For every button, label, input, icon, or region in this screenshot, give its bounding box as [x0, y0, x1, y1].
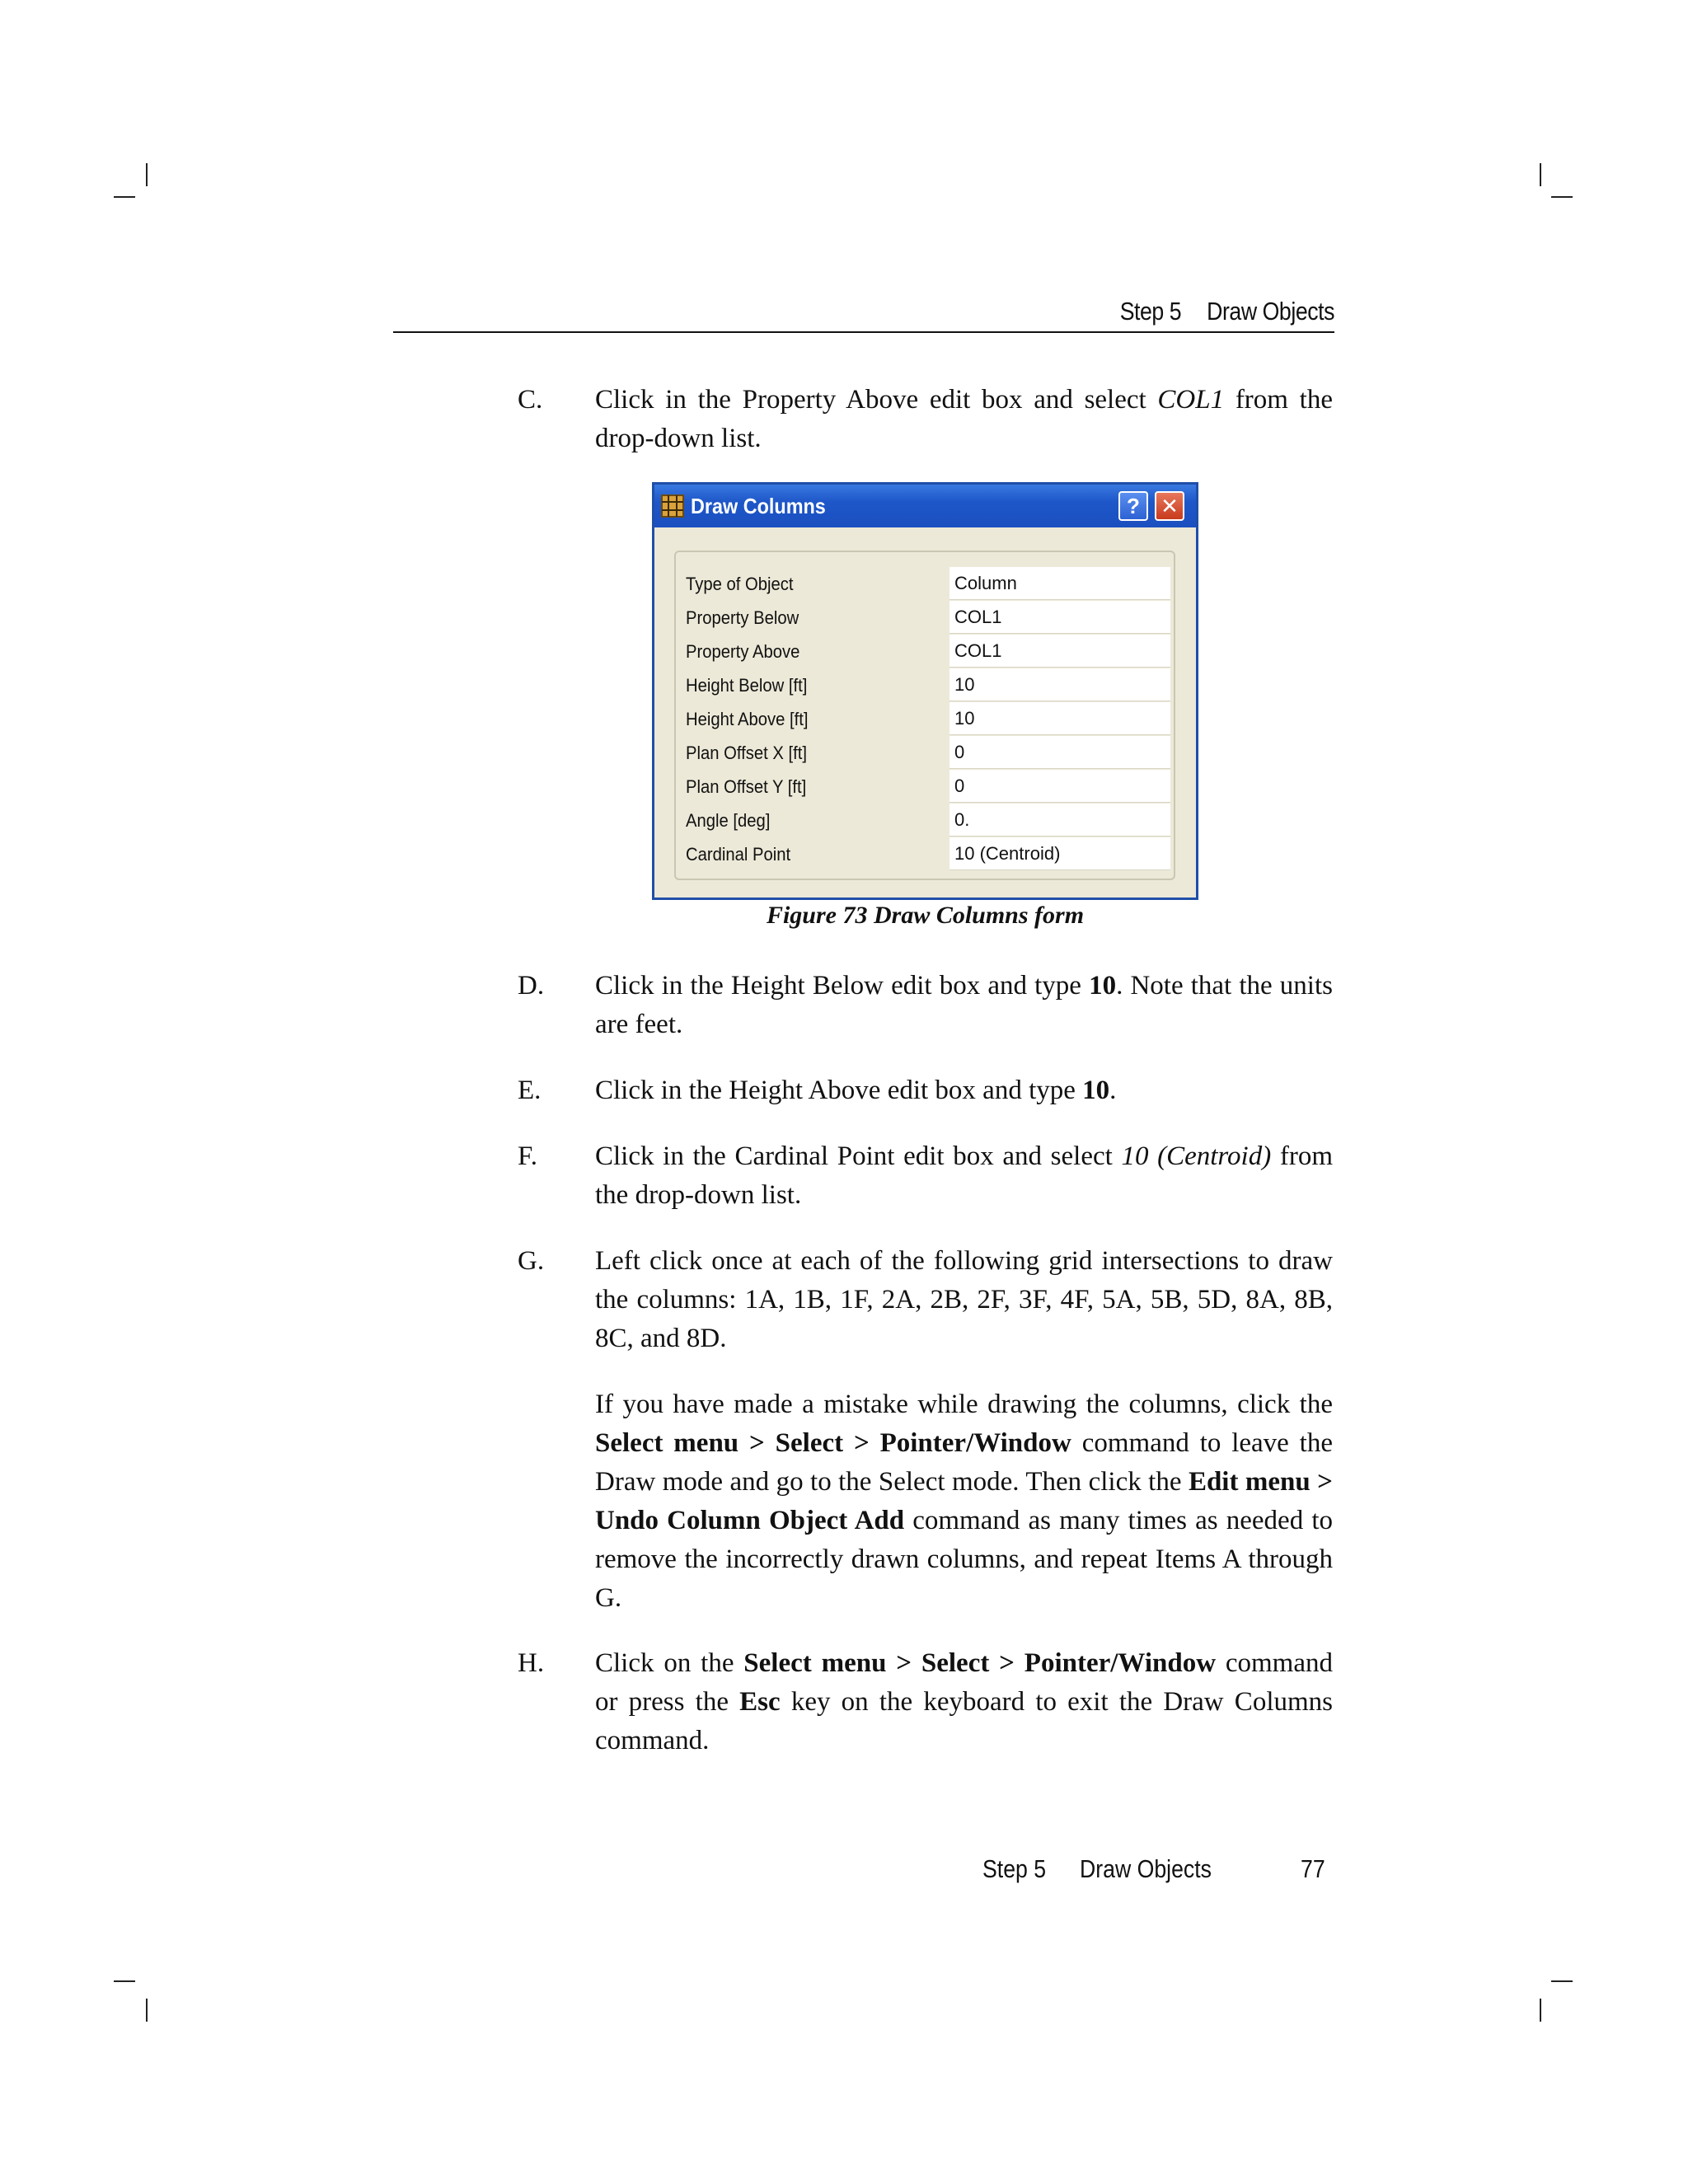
step-c	[518, 381, 1333, 458]
crop-mark	[1540, 1999, 1541, 2022]
footer-step: Step 5	[982, 1854, 1047, 1883]
figure-caption: Figure 73 Draw Columns form	[766, 902, 1085, 929]
footer-title: Draw Objects	[1080, 1854, 1212, 1883]
crop-mark	[146, 163, 148, 186]
row-plan-offset-y	[686, 770, 1164, 804]
step-text: Click in the Height Above edit box and type 10.	[595, 1076, 1117, 1105]
step-e	[518, 1071, 1333, 1110]
crop-mark	[114, 1980, 135, 1982]
row-height-below	[686, 668, 1164, 703]
plan-offset-y-field[interactable]: 0	[950, 770, 1170, 803]
header-title: Draw Objects	[1207, 297, 1334, 326]
row-label: Type of Object	[686, 574, 794, 594]
height-below-field[interactable]: 10	[950, 668, 1170, 701]
step-letter: H.	[518, 1648, 545, 1678]
mistake-note	[521, 1385, 1333, 1618]
step-letter: C.	[518, 385, 543, 415]
step-h	[518, 1644, 1333, 1760]
cardinal-point-field[interactable]: 10 (Centroid)	[950, 837, 1170, 870]
row-label: Property Below	[686, 607, 799, 628]
dialog-titlebar	[654, 485, 1196, 527]
header-step: Step 5	[1119, 297, 1182, 326]
step-g	[518, 1242, 1333, 1358]
row-label: Height Below [ft]	[686, 675, 808, 696]
running-footer	[907, 1854, 1335, 1887]
step-letter: F.	[518, 1141, 537, 1171]
row-label: Plan Offset X [ft]	[686, 743, 807, 763]
step-text: Click in the Height Below edit box and type 10. Note that the units are feet.	[595, 971, 1333, 1039]
row-plan-offset-x	[686, 736, 1164, 771]
crop-mark	[1551, 1980, 1573, 1982]
row-height-above	[686, 702, 1164, 737]
row-label: Plan Offset Y [ft]	[686, 776, 807, 797]
help-button[interactable]: ?	[1118, 491, 1148, 521]
step-text: Click in the Property Above edit box and select COL1 from the drop-down list.	[595, 385, 1333, 453]
note-text: If you have made a mistake while drawing the columns, click the Select menu > Select > Pointer/Window command to leave the Draw mode and go to the Select mode. Then click the Edit menu > Undo Column Object Add command as many times as needed to remove the incorrectly drawn columns, and repeat Items A through G.	[595, 1390, 1333, 1613]
step-d	[518, 967, 1333, 1044]
plan-offset-x-field[interactable]: 0	[950, 736, 1170, 769]
row-angle	[686, 804, 1164, 838]
crop-mark	[1540, 163, 1541, 186]
step-text: Left click once at each of the following grid intersections to draw the columns: 1A, 1B, 1F, 2A, 2B, 2F, 3F, 4F, 5A, 5B, 5D, 8A, 8B, 8C, and 8D.	[595, 1246, 1333, 1353]
step-letter: D.	[518, 971, 545, 1001]
step-letter: G.	[518, 1246, 545, 1276]
step-text: Click in the Cardinal Point edit box and select 10 (Centroid) from the drop-down list.	[595, 1141, 1333, 1210]
height-above-field[interactable]: 10	[950, 702, 1170, 735]
step-text: Click on the Select menu > Select > Pointer/Window command or press the Esc key on the keyboard to exit the Draw Columns command.	[595, 1648, 1333, 1755]
crop-mark	[146, 1999, 148, 2022]
property-below-field[interactable]: COL1	[950, 601, 1170, 634]
header-rule	[393, 331, 1334, 333]
row-type-of-object	[686, 567, 1164, 602]
grid-app-icon	[661, 494, 684, 518]
angle-field[interactable]: 0.	[950, 804, 1170, 837]
draw-columns-dialog	[652, 482, 1198, 900]
page-number: 77	[1301, 1854, 1325, 1883]
step-letter: E.	[518, 1076, 542, 1105]
row-label: Property Above	[686, 641, 800, 662]
crop-mark	[1551, 196, 1573, 198]
crop-mark	[114, 196, 135, 198]
row-label: Cardinal Point	[686, 844, 791, 865]
row-property-above	[686, 635, 1164, 669]
row-property-below	[686, 601, 1164, 635]
type-of-object-field[interactable]: Column	[950, 567, 1170, 600]
row-label: Height Above [ft]	[686, 709, 809, 729]
close-button[interactable]: ✕	[1155, 491, 1184, 521]
step-f	[518, 1137, 1333, 1215]
running-header	[525, 297, 1334, 326]
properties-grid	[674, 551, 1175, 880]
row-cardinal-point	[686, 837, 1164, 872]
dialog-title: Draw Columns	[691, 494, 826, 518]
property-above-field[interactable]: COL1	[950, 635, 1170, 668]
row-label: Angle [deg]	[686, 810, 771, 831]
